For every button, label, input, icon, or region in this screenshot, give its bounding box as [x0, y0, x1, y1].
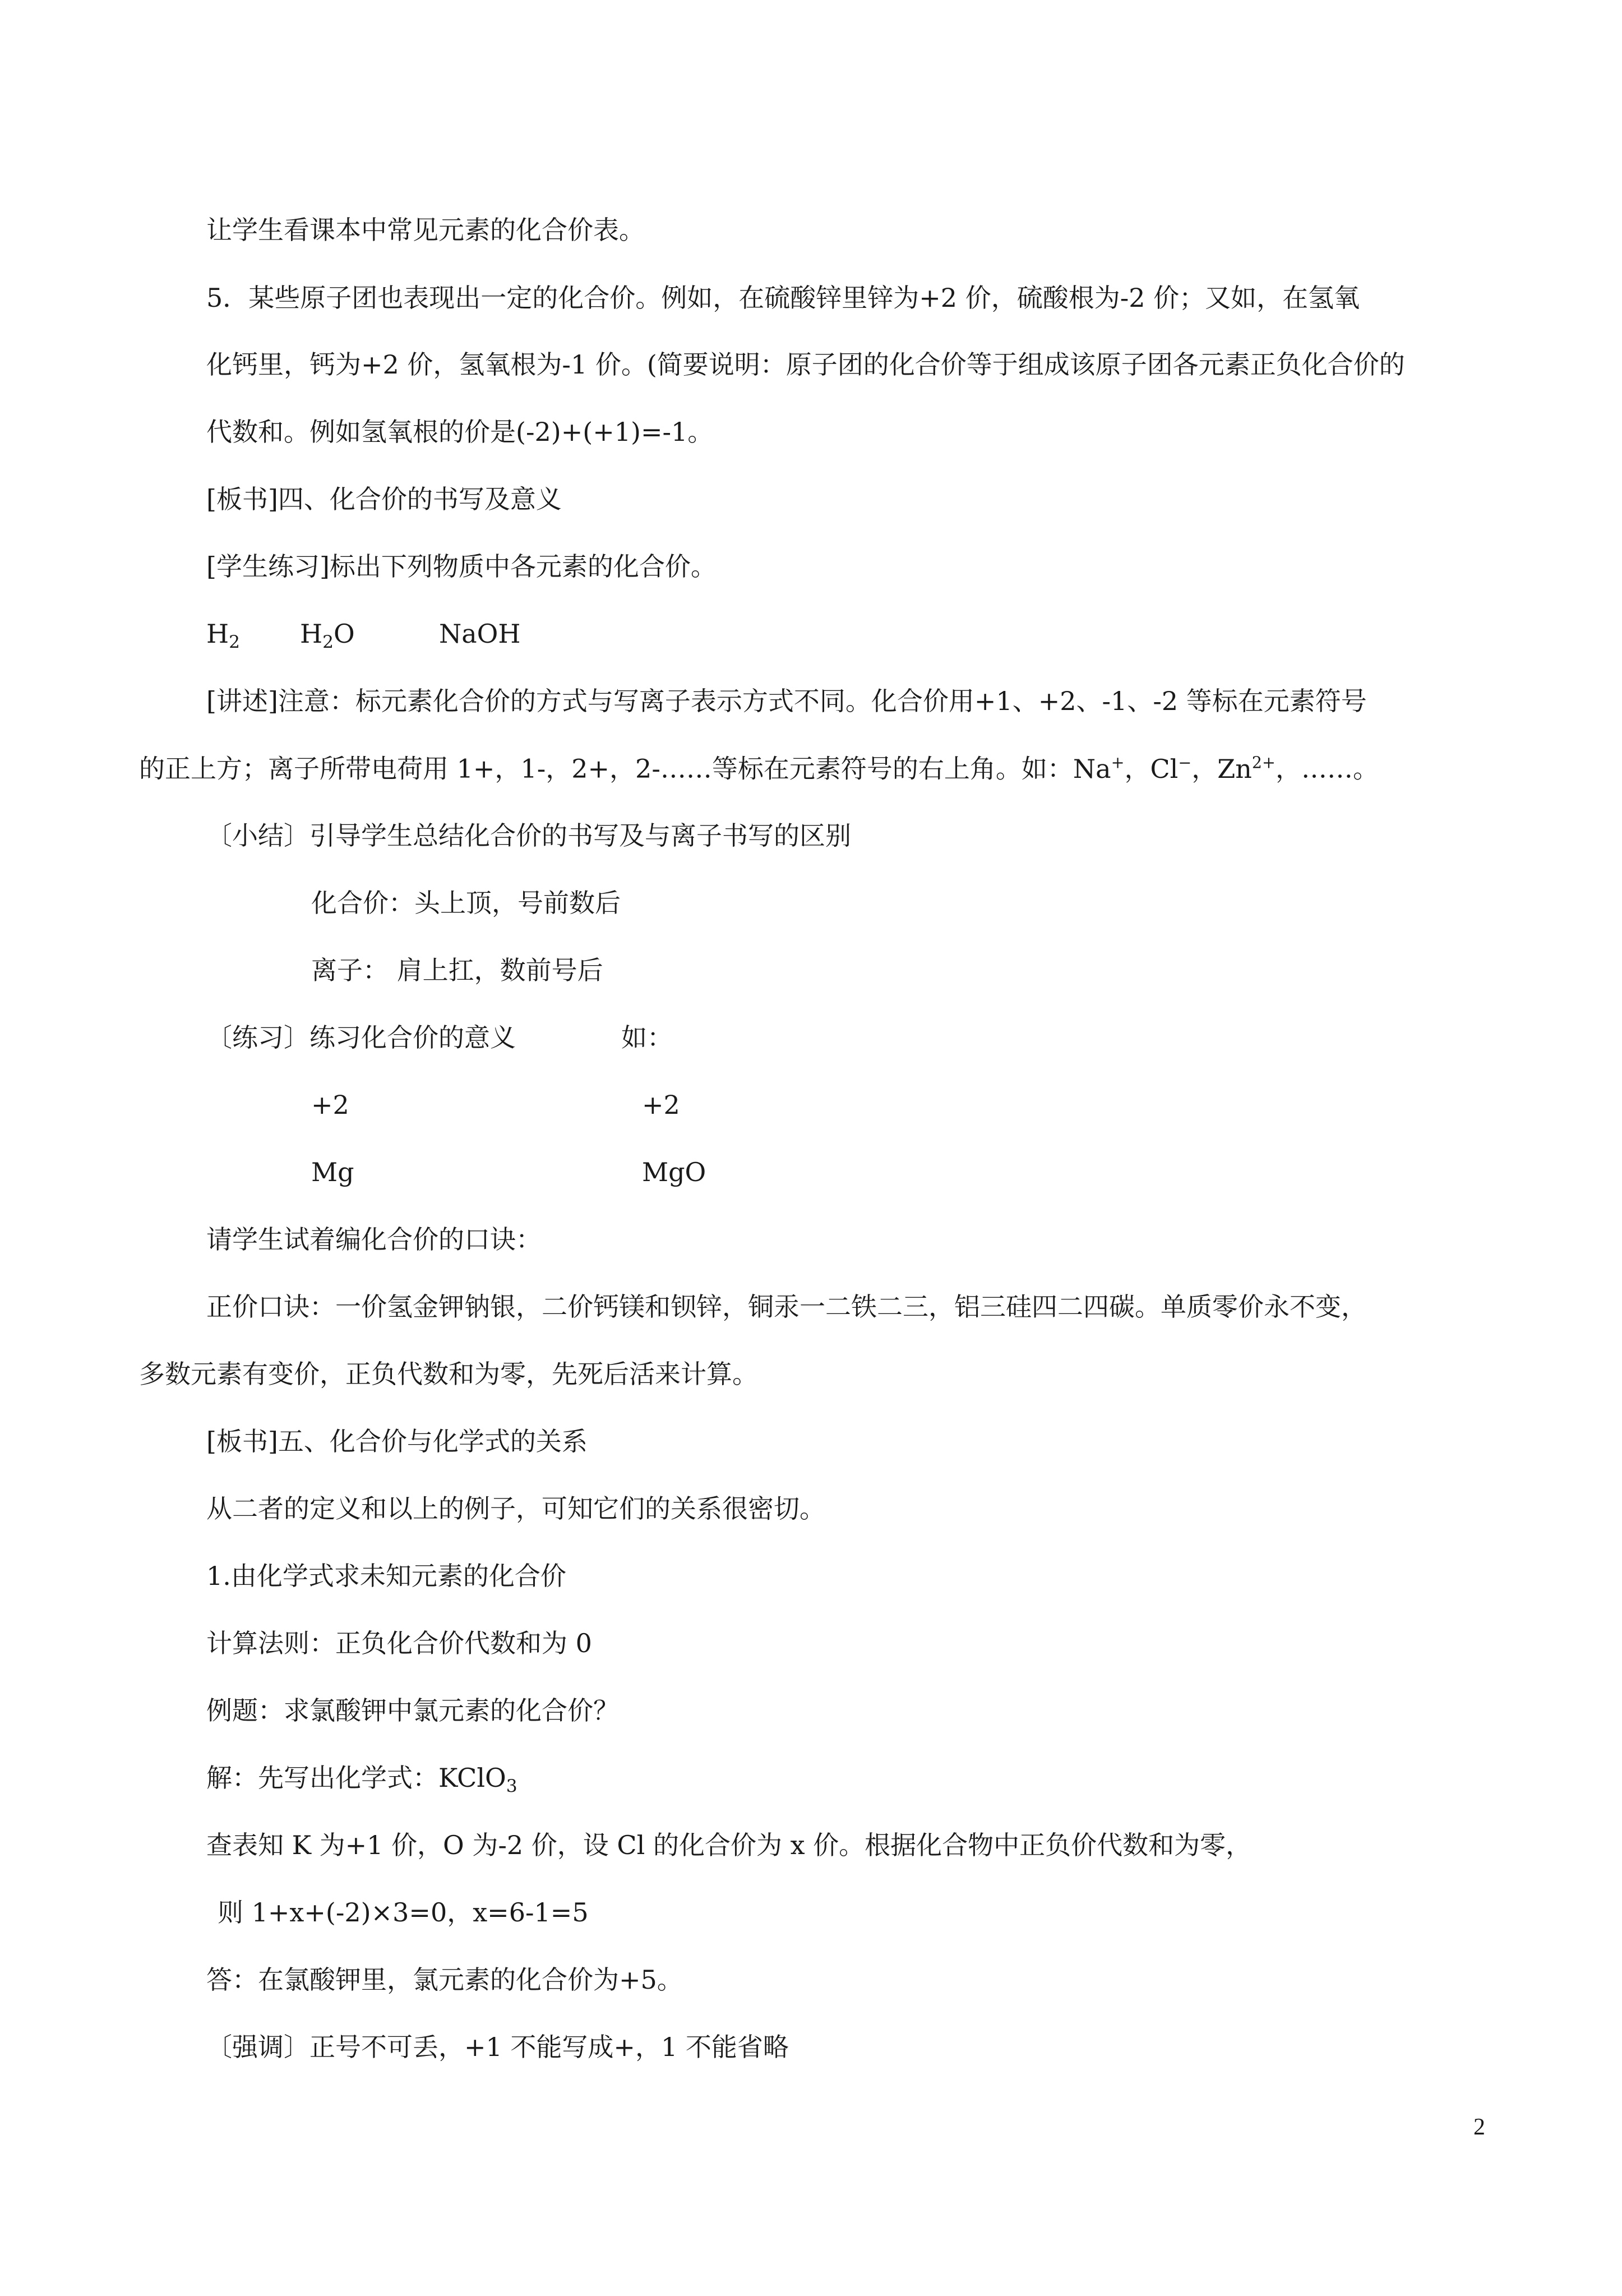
- text-line: 如：: [621, 1022, 673, 1053]
- element-symbol: Mg: [311, 1157, 354, 1187]
- text-line: 〔强调〕正号不可丢，+1 不能写成+，1 不能省略: [206, 2032, 789, 2062]
- text-line: [讲述]注意：标元素化合价的方式与写离子表示方式不同。化合价用+1、+2、-1、-2 等标在元素符号: [206, 686, 1367, 716]
- text-line: 从二者的定义和以上的例子，可知它们的关系很密切。: [206, 1493, 825, 1524]
- text-line: [学生练习]标出下列物质中各元素的化合价。: [206, 551, 717, 582]
- text-line: 化合价：头上顶，号前数后: [311, 888, 621, 918]
- text-line: 5．某些原子团也表现出一定的化合价。例如，在硫酸锌里锌为+2 价，硫酸根为-2 价；又如，在氢氧: [206, 283, 1360, 313]
- ion-zn: $Zn^{2+}$: [1217, 753, 1276, 784]
- element-symbol: MgO: [642, 1157, 706, 1187]
- text-line: 计算法则：正负化合价代数和为 0: [206, 1628, 592, 1658]
- text-line: 的正上方；离子所带电荷用 1+，1-，2+，2-……等标在元素符号的右上角。如：Na+，Cl−，$Zn^{2+}$，……。: [139, 753, 1379, 784]
- text-line: 例题：求氯酸钾中氯元素的化合价？: [206, 1695, 619, 1726]
- text-line: 化钙里，钙为+2 价，氢氧根为-1 价。(简要说明：原子团的化合价等于组成该原子团各元素正负化合价的: [206, 349, 1405, 380]
- summary-line: 〔小结〕引导学生总结化合价的书写及与离子书写的区别: [206, 820, 851, 851]
- text-line: 离子： 肩上扛，数前号后: [311, 955, 603, 985]
- board-heading: [板书]四、化合价的书写及意义: [206, 484, 562, 514]
- valence-value: +2: [642, 1090, 680, 1120]
- formula-naoh: NaOH: [439, 619, 521, 649]
- formula-h2: $H_2$: [206, 619, 241, 652]
- text-line: 1.由化学式求未知元素的化合价: [206, 1561, 566, 1591]
- text-line: 多数元素有变价，正负代数和为零，先死后活来计算。: [139, 1359, 758, 1389]
- valence-value: +2: [311, 1090, 349, 1120]
- text-line: 则 1+x+(-2)×3=0，x=6-1=5: [218, 1897, 589, 1928]
- text-line: 解：先写出化学式：KClO$_3$: [206, 1763, 517, 1796]
- text-line: 正价口诀：一价氢金钾钠银，二价钙镁和钡锌，铜汞一二铁二三，铝三硅四二四碳。单质零价永不变，: [206, 1292, 1367, 1322]
- formula-h2o: $H_2O$: [300, 619, 355, 652]
- text-line: 让学生看课本中常见元素的化合价表。: [206, 215, 645, 245]
- ion-cl: Cl−: [1150, 753, 1192, 784]
- text-line: 答：在氯酸钾里，氯元素的化合价为+5。: [206, 1965, 683, 1995]
- text-line: 查表知 K 为+1 价，O 为-2 价，设 Cl 的化合价为 x 价。根据化合物中正负价代数和为零，: [206, 1830, 1252, 1860]
- board-heading: [板书]五、化合价与化学式的关系: [206, 1426, 588, 1456]
- text-line: 请学生试着编化合价的口诀：: [206, 1224, 542, 1255]
- exercise-line: 〔练习〕练习化合价的意义: [206, 1022, 516, 1053]
- text-line: 代数和。例如氢氧根的价是(-2)+(+1)=-1。: [206, 417, 714, 447]
- ion-na: Na+: [1073, 753, 1125, 784]
- page-number: 2: [1473, 2114, 1485, 2140]
